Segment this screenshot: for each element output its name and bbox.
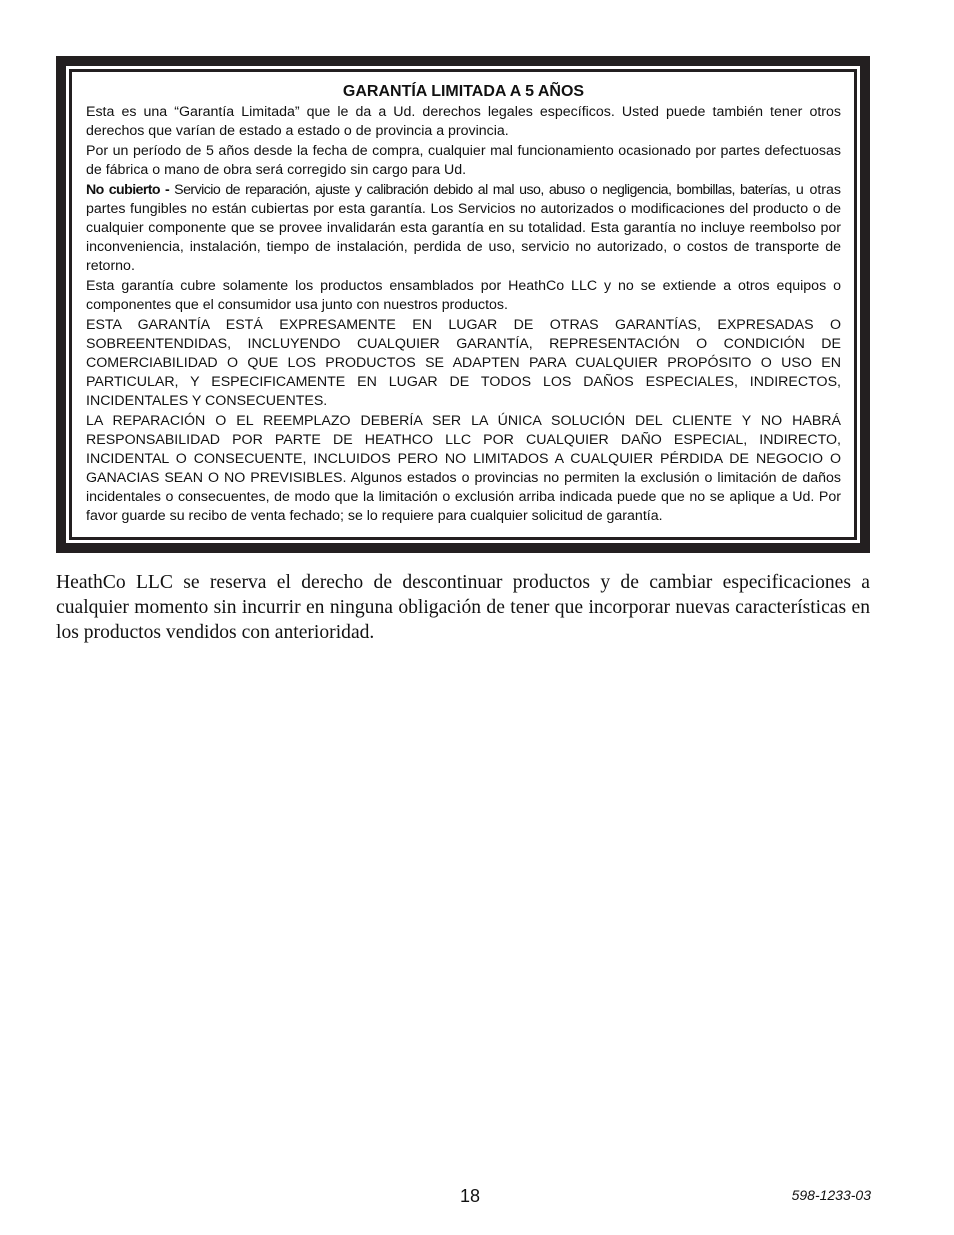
warranty-paragraph-scope: Esta garantía cubre solamente los productos ensamblados por HeathCo LLC y no se extiende a otros equipos o componentes que el consumidor usa junto con nuestros productos. <box>86 278 841 313</box>
warranty-title: GARANTÍA LIMITADA A 5 AÑOS <box>342 83 585 100</box>
warranty-paragraph-limited: Esta es una “Garantía Limitada” que le da a Ud. derechos legales específicos. Usted puede también tener otros derechos que varían de estado a estado o de provincia a provincia. <box>86 104 841 139</box>
warranty-paragraph-coverage-period: Por un período de 5 años desde la fecha de compra, cualquier mal funcionamiento ocasionado por partes defectuosas de fábrica o mano de obra será corregido sin cargo para Ud. <box>86 143 841 178</box>
not-covered-text: u otras partes fungibles no están cubiertas por esta garantía. Los Servicios no autorizados o modificaciones del producto o de cualquier componente que se provee invalidarán esta garantía en su totalidad. Esta garantía no incluye reembolso por inconveniencia, instalación, tiempo de instalación, perdida de uso, servicio no autorizado, o costos de transporte de retorno. <box>86 182 841 274</box>
warranty-box-content <box>69 69 857 540</box>
warranty-paragraph-remedy: LA REPARACIÓN O EL REEMPLAZO DEBERÍA SER LA ÚNICA SOLUCIÓN DEL CLIENTE Y NO HABRÁ RESPONSABILIDAD POR PARTE DE HEATHCO LLC POR CUALQUIER DAÑO ESPECIAL, INDIRECTO, INCIDENTAL O CONSECUENTE, INCLUIDOS PERO NO LIMITADOS A CUALQUIER PÉRDIDA DE NEGOCIO O GANACIAS SEAN O NO PREVISIBLES. Algunos estados o provincias no permiten la exclusión o limitación de daños incidentales o consecuentes, de modo que la limitación o exclusión arriba indicada puede que no se aplique a Ud. Por favor guarde su recibo de venta fechado; se lo requiere para cualquier solicitud de garantía. <box>86 413 841 524</box>
warranty-paragraph-disclaimer: ESTA GARANTÍA ESTÁ EXPRESAMENTE EN LUGAR DE OTRAS GARANTÍAS, EXPRESADAS O SOBREENTENDIDAS, INCLUYENDO CUALQUIER GARANTÍA, REPRESENTACIÓN O CONDICIÓN DE COMERCIABILIDAD O QUE LOS PRODUCTOS SE ADAPTEN PARA CUALQUIER PROPÓSITO O USO EN PARTICULAR, Y ESPECIFICAMENTE EN LUGAR DE TODOS LOS DAÑOS ESPECIALES, INDIRECTOS, INCIDENTALES Y CONSECUENTES. <box>86 317 841 409</box>
warranty-paragraph-not-covered <box>86 181 841 276</box>
not-covered-label: No cubierto - <box>86 182 175 198</box>
warranty-box-frame <box>66 66 860 543</box>
product-change-notice: HeathCo LLC se reserva el derecho de descontinuar productos y de cambiar especificaciones a cualquier momento sin incurrir en ninguna obligación de tener que incorporar nuevas características en los productos vendidos con anterioridad. <box>56 572 870 643</box>
warranty-box <box>56 56 870 553</box>
document-number: 598-1233-03 <box>791 1187 871 1203</box>
not-covered-first-line: Servicio de reparación, ajuste y calibración debido al mal uso, abuso o negligencia, bombillas, baterías, <box>174 182 791 198</box>
page-number: 18 <box>459 1186 481 1206</box>
